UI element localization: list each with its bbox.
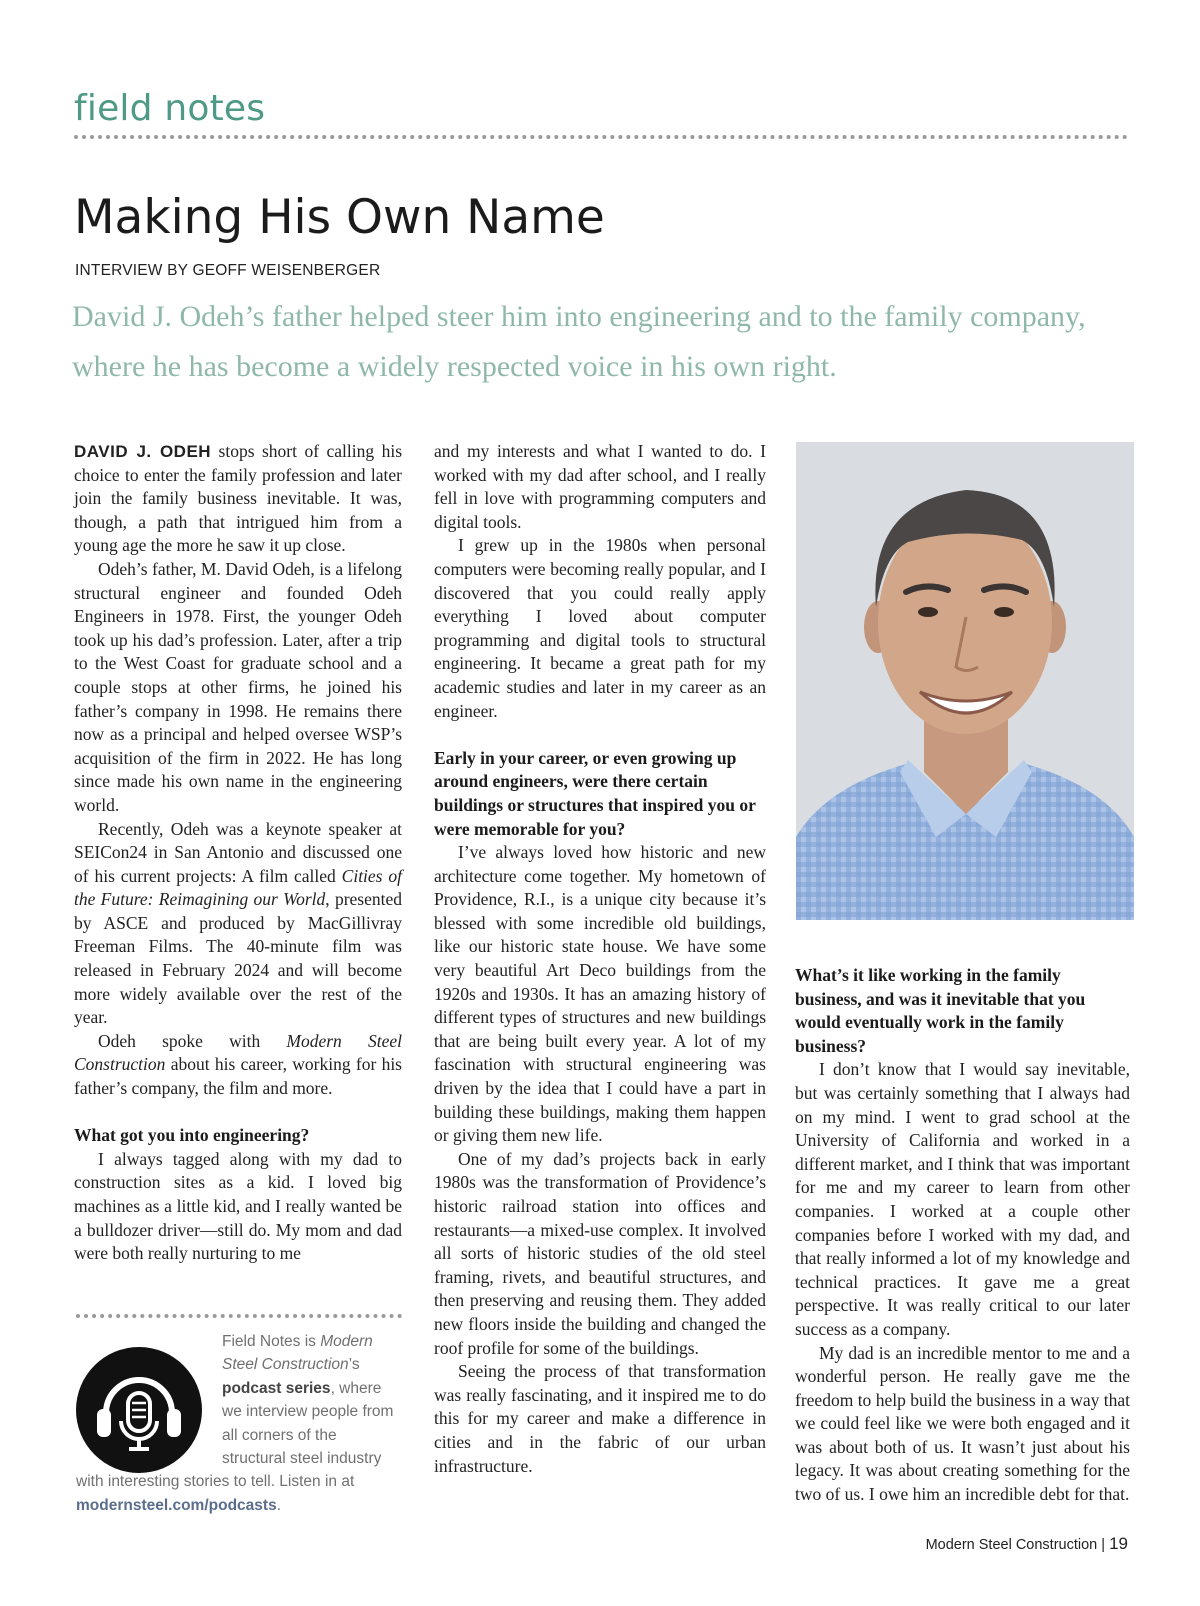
body-paragraph: I don’t know that I would say inevitable, but was certainly something that I always had on my mind. I went to grad school at the University of California and worked in a different market, and I think that was important for me and my career to learn from other companies. I worked at a couple other companies before I worked with my dad, and that really informed a lot of my knowledge and technical practices. It gave me a great perspective. It was really critical to our later success as a company. [795,1059,1130,1339]
podcast-link[interactable]: modernsteel.com/podcasts [76,1496,277,1514]
article-title: Making His Own Name [74,190,605,245]
body-paragraph: Seeing the process of that transformation was really fascinating, and it inspired me to do this for my career and make a difference in cities and in the fabric of our urban infrastructure. [434,1361,766,1476]
column-1 [74,440,402,1266]
podcast-promo: Field Notes is Modern Steel Construction’s podcast series, where we interview people from all corners of the structural steel industry with interesting stories to tell. Listen in at modernsteel.com/podcasts. [76,1333,394,1514]
body-paragraph: I always tagged along with my dad to construction sites as a kid. I loved big machines as a little kid, and I really wanted be a bulldozer driver—still do. My mom and dad were both really nurturing to me [74,1148,402,1264]
question-heading: What’s it like working in the family business, and was it inevitable that you would eventually work in the family business? [795,965,1086,1056]
body-paragraph: My dad is an incredible mentor to me and a wonderful person. He really gave me the freedom to help build the business in a way that we could feel like we were both engaged and it was about both of us. It wasn’t just about his legacy. It was about creating something for the two of us. I owe him an incredible debt for that. [795,1342,1130,1505]
body-paragraph: Recently, Odeh was a keynote speaker at SEICon24 in San Antonio and discussed one of his current projects: A film called Cities of the Future: Reimagining our World, presented by ASCE and produced by MacGillivray Freeman Films. The 40-minute film was released in February 2024 and will become more widely available over the rest of the year. [74,818,402,1028]
magazine-title: Modern Steel Construction [74,1030,402,1075]
article-deck: David J. Odeh’s father helped steer him into engineering and to the family company, where he has become a widely respected voice in his own right. [72,300,1086,383]
lead-name: DAVID J. ODEH [74,442,212,461]
page-number: 19 [1109,1534,1128,1553]
section-heading: field notes [74,88,266,129]
question-heading: Early in your career, or even growing up around engineers, were there certain buildings or structures that inspired you or were memorable for you? [434,747,756,839]
publication-name: Modern Steel Construction [925,1537,1098,1553]
dotted-rule-promo [76,1314,402,1318]
byline: INTERVIEW BY GEOFF WEISENBERGER [75,262,381,279]
body-paragraph: Odeh’s father, M. David Odeh, is a lifelong structural engineer and founded Odeh Engineers in 1978. First, the younger Odeh took up his dad’s profession. Later, after a trip to the West Coast for graduate school and a couple stops at other firms, he joined his father’s company in 1998. He remains there now as a principal and helped oversee WSP’s acquisition of the firm in 2022. He has long since made his own name in the engineering world. [74,558,402,815]
page-footer [926,1534,1128,1554]
dotted-rule-top [74,135,1128,139]
body-paragraph: I grew up in the 1980s when personal computers were becoming really popular, and I discovered that you could really apply everything I loved about computer programming and digital tools to structural engineering. It became a great path for my academic studies and later in my career as an engineer. [434,535,766,721]
question-heading: What got you into engineering? [74,1125,310,1146]
body-paragraph: and my interests and what I wanted to do. I worked with my dad after school, and I really fell in love with programming computers and digital tools. [434,441,766,532]
body-paragraph: Odeh spoke with Modern Steel Construction about his career, working for his father’s company, the film and more. [74,1030,402,1099]
column-2 [434,440,766,1478]
body-paragraph: DAVID J. ODEH stops short of calling his choice to enter the family profession and later join the family business inevitable. It was, though, a path that intrigued him from a young age the more he saw it up close. [74,441,402,556]
column-3 [795,964,1130,1507]
body-paragraph: I’ve always loved how historic and new architecture come together. My hometown of Providence, R.I., is a unique city because it’s blessed with some incredible old buildings, like our historic state house. We have some very beautiful Art Deco buildings from the 1920s and 1930s. It has an amazing history of different types of structures and new buildings that are being built every year. A lot of my fascination with structural engineering was driven by the idea that I could have a part in building these buildings, making them happen or giving them new life. [434,842,766,1146]
film-title: Cities of the Future: Reimagining our World [74,865,402,910]
portrait-photo [796,442,1134,920]
body-paragraph: One of my dad’s projects back in early 1980s was the transformation of Providence’s historic railroad station into offices and restaurants—a mixed-use complex. It involved all sorts of historic studies of the old steel framing, rivets, and beautiful structures, and then preserving and reusing them. They added new floors inside the building and changed the roof profile for some of the buildings. [434,1148,766,1358]
footer-separator: | [1101,1537,1106,1553]
